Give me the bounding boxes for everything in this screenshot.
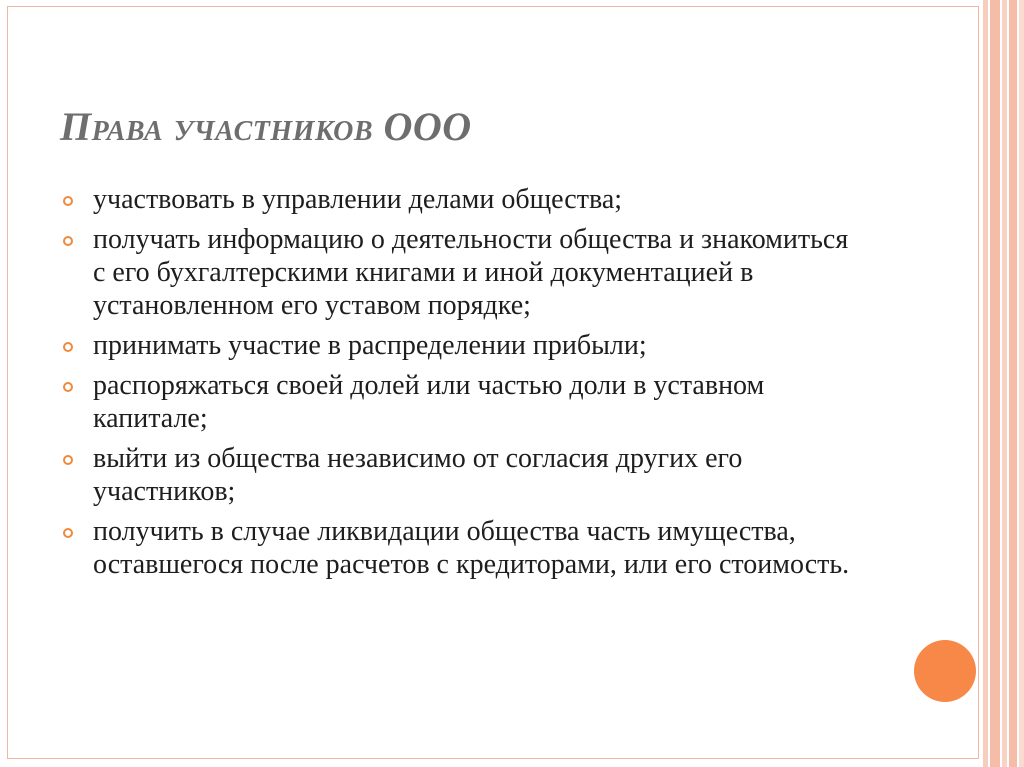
bullet-item bbox=[58, 183, 858, 216]
decorative-circle bbox=[914, 640, 976, 702]
ring-bullet-icon bbox=[63, 196, 73, 206]
bullet-text: получить в случае ликвидации общества часть имущества, оставшегося после расчетов с кредиторами, или его стоимость. bbox=[93, 516, 850, 580]
bullet-text: выйти из общества независимо от согласия других его участников; bbox=[93, 443, 743, 507]
ring-bullet-icon bbox=[63, 382, 73, 392]
bullet-text: принимать участие в распределении прибыли; bbox=[93, 330, 647, 361]
ring-bullet-icon bbox=[63, 528, 73, 538]
decorative-stripe bbox=[1009, 0, 1017, 767]
bullet-list bbox=[58, 183, 858, 588]
bullet-text: участвовать в управлении делами общества; bbox=[93, 184, 623, 215]
bullet-text: распоряжаться своей долей или частью доли в уставном капитале; bbox=[93, 370, 765, 434]
decorative-stripe bbox=[1019, 0, 1024, 767]
bullet-item bbox=[58, 515, 858, 581]
bullet-item bbox=[58, 223, 858, 322]
ring-bullet-icon bbox=[63, 236, 73, 246]
decorative-stripe bbox=[1002, 0, 1007, 767]
bullet-item bbox=[58, 442, 858, 508]
bullet-item bbox=[58, 329, 858, 362]
decorative-stripe bbox=[983, 0, 988, 767]
bullet-item bbox=[58, 369, 858, 435]
bullet-text: получать информацию о деятельности общества и знакомиться с его бухгалтерскими книгами и иной документацией в установленном его уставом порядке; bbox=[93, 224, 849, 321]
slide-title: Права участников ООО bbox=[60, 104, 472, 149]
ring-bullet-icon bbox=[63, 342, 73, 352]
decorative-stripe bbox=[990, 0, 1000, 767]
ring-bullet-icon bbox=[63, 455, 73, 465]
